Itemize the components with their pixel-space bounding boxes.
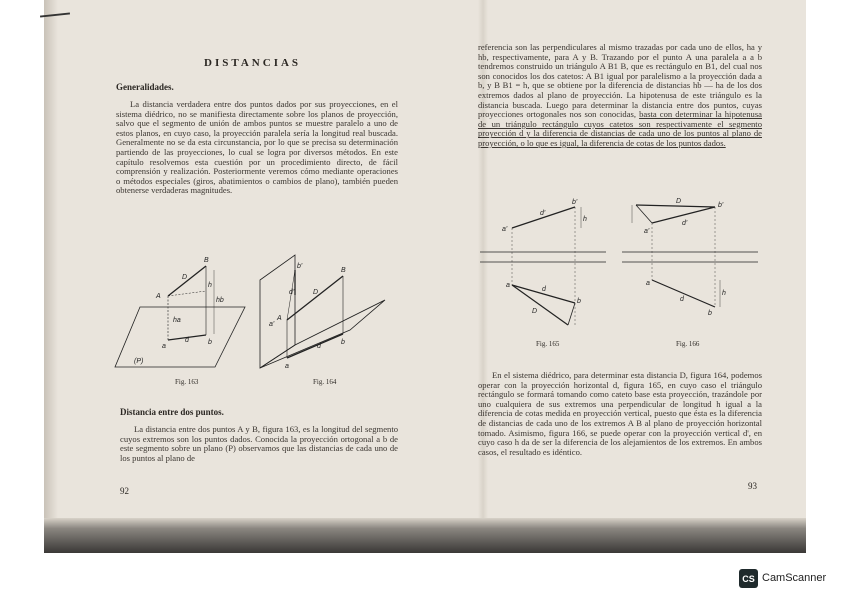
heading-generalidades: Generalidades. — [116, 82, 174, 92]
fig163-caption: Fig. 163 — [175, 378, 199, 386]
fig166-label-b: b — [708, 310, 712, 317]
camscanner-logo-icon: CS — [739, 569, 758, 588]
fig164-label-A: A — [277, 315, 282, 322]
fig163-label-d: d — [185, 337, 189, 344]
figure-165 — [478, 195, 608, 335]
fig165-label-b: b — [577, 298, 581, 305]
page-number-left: 92 — [120, 486, 129, 496]
fig166-label-d1: d' — [682, 220, 688, 227]
figure-163 — [110, 252, 250, 382]
fig163-label-A: A — [156, 293, 161, 300]
fig166-label-a: a — [646, 280, 650, 287]
fig164-label-d1: d' — [289, 289, 295, 296]
paragraph-right-1-plain: referencia son las perpendiculares al mismo trazadas por cada uno de ellos, ha y hb, respectivamente, para A y B. Trazando por el punto A una paralela a a b tendremos construido un triángulo A B1 B, que es rectángulo en B1, del cual nos son conocidos los dos catetos: A B1 igual por paralelismo a la proyección dada a b, y B B1 = h, que se obtiene por la diferencia de distancias hb — ha de los dos extremos dados al plano de proyección. La hipotenusa de este triángulo es la distancia buscada. Luego para determinar la distancia entre dos puntos, cuyas proyecciones ortogonales nos son conocidas, — [478, 42, 762, 120]
fig164-label-a1: a' — [269, 321, 275, 328]
fig163-label-h: h — [208, 282, 212, 289]
camscanner-name: CamScanner — [762, 572, 827, 584]
fig163-label-b: b — [208, 339, 212, 346]
page-title: DISTANCIAS — [204, 57, 302, 69]
fig164-label-b1: b' — [297, 263, 303, 270]
fig163-label-D: D — [182, 274, 188, 281]
fig163-label-P: (P) — [134, 358, 144, 365]
heading-distancia: Distancia entre dos puntos. — [120, 407, 224, 417]
fig164-label-d: d — [317, 343, 321, 350]
fig164-label-a: a — [285, 363, 289, 370]
page-shadow-left — [44, 0, 58, 553]
fig166-label-d: d — [680, 296, 684, 303]
paragraph-generalidades: La distancia verdadera entre dos puntos dados por sus proyecciones, en el sistema diédrico, no se manifiesta directamente sobre los planos de proyección, salvo que el segmento de unión de ambos puntos se muestre paralelo a uno de estos planos, en cuyo caso, la proyección paralela sería la longitud real buscada. Generalmente no se da esta circunstancia, por lo que se precisa su determinación partiendo de las proyecciones, lo cual se logra por diversos métodos. En este capítulo resolvemos esta cuestión por un procedimiento directo, de fácil comprensión y realización. Posteriormente veremos cómo mediante operaciones o métodos especiales (giros, abatimientos o cambios de plano), también pueden obtenerse verdaderas magnitudes. — [116, 99, 398, 196]
paragraph-right-1 — [478, 43, 762, 149]
paragraph-right-2: En el sistema diédrico, para determinar esta distancia D, figura 164, podemos operar con la proyección horizontal d, figura 165, en cuyo caso el triángulo rectángulo se formará tomando como cateto base esta proyección, trazándole por uno cualquiera de sus extremos una perpendicular de longitud h igual a la diferencia de cotas medida en proyección vertical, puesto que ésta es la diferencia de distancias de cada uno de los extremos A B al plano de proyección horizontal tomado. Asimismo, figura 166, se puede operar con la proyección vertical d', en cuyo caso h da de ser la diferencia de los alejamientos de los extremos. En ambos casos, el resultado es idéntico. — [478, 370, 762, 457]
fig165-label-b1: b' — [572, 199, 578, 206]
fig166-label-D: D — [676, 198, 682, 205]
fig164-caption: Fig. 164 — [313, 378, 337, 386]
fig165-label-d: d — [542, 286, 546, 293]
fig163-label-ha: ha — [173, 317, 181, 324]
fig166-label-b1: b' — [718, 202, 724, 209]
figure-166 — [620, 195, 760, 335]
fig163-label-a: a — [162, 343, 166, 350]
paragraph-distancia: La distancia entre dos puntos A y B, figura 163, es la longitud del segmento cuyos extremos son los puntos dados. Conocida la proyección ortogonal a b de este segmento sobre un plano (P) observamos que las distancias de cada uno de los puntos al plano de — [120, 424, 398, 463]
fig165-label-D: D — [532, 308, 538, 315]
fig163-label-B: B — [204, 257, 209, 264]
scan-bottom-edge — [44, 518, 806, 553]
fig164-label-D: D — [313, 289, 319, 296]
page-number-right: 93 — [748, 481, 757, 491]
fig166-label-h: h — [722, 290, 726, 297]
fig163-label-hb: hb — [216, 297, 224, 304]
fig165-label-a1: a' — [502, 226, 508, 233]
fig166-label-a1: a' — [644, 228, 650, 235]
fig165-label-a: a — [506, 282, 510, 289]
fig165-label-h: h — [583, 216, 587, 223]
fig166-caption: Fig. 166 — [676, 340, 700, 348]
fig165-caption: Fig. 165 — [536, 340, 560, 348]
fig165-label-d1: d' — [540, 210, 546, 217]
fig164-label-B: B — [341, 267, 346, 274]
paragraph-right-1-underlined: basta con determinar la hipotenusa de un triángulo rectángulo cuyos catetos son respectivamente el segmento proyección d y la diferencia de distancias de cada uno de los puntos al plano de proyección, o lo que es igual, la diferencia de cotas de los puntos dados. — [478, 109, 762, 148]
figure-164 — [255, 250, 395, 380]
fig164-label-b: b — [341, 339, 345, 346]
